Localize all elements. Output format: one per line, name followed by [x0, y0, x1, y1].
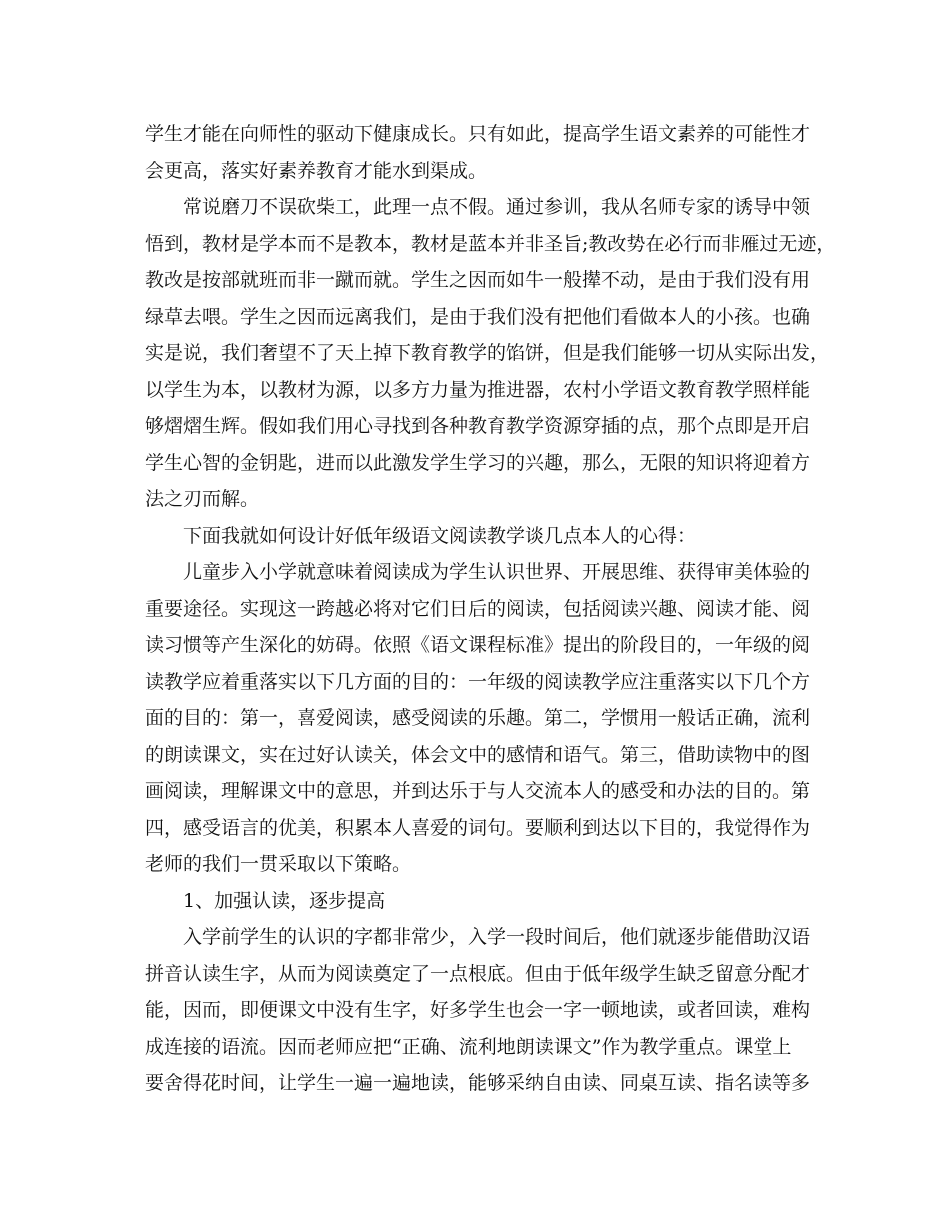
section-heading: 1、加强认读，逐步提高: [183, 889, 386, 912]
text-line: 够熠熠生辉。假如我们用心寻找到各种教育教学资源穿插的点，那个点即是开启: [145, 415, 811, 437]
text-line: 的朗读课文，实在过好认读关，体会文中的感情和语气。第三，借助读物中的图: [145, 743, 811, 766]
text-line: 学生才能在向师性的驱动下健康成长。只有如此，提高学生语文素养的可能性才: [145, 123, 811, 145]
text-line: 能，因而，即便课文中没有生字，好多学生也会一字一顿地读，或者回读，难构: [145, 999, 811, 1021]
text-line: 画阅读，理解课文中的意思，并到达乐于与人交流本人的感受和办法的目的。第: [145, 780, 811, 802]
text-line: 读教学应着重落实以下几方面的目的：一年级的阅读教学应注重落实以下几个方: [145, 670, 811, 693]
text-line: 实是说，我们奢望不了天上掉下教育教学的馅饼，但是我们能够一切从实际出发，: [145, 342, 830, 364]
document-body: [145, 116, 836, 1102]
text-line: 要舍得花时间，让学生一遍一遍地读，能够采纳自由读、同桌互读、指名读等多: [145, 1072, 811, 1094]
text-line: 四，感受语言的优美，积累本人喜爱的词句。要顺利到达以下目的，我觉得作为: [145, 816, 811, 839]
text-line: 成连接的语流。因而老师应把“正确、流利地朗读课文”作为教学重点。课堂上: [145, 1035, 792, 1058]
text-line: 面的目的：第一，喜爱阅读，感受阅读的乐趣。第二，学惯用一般话正确，流利: [145, 707, 811, 729]
text-line: 绿草去喂。学生之因而远离我们，是由于我们没有把他们看做本人的小孩。也确: [145, 305, 811, 328]
text-line: 老师的我们一贯采取以下策略。: [145, 853, 412, 875]
text-line: 常说磨刀不误砍柴工，此理一点不假。通过参训，我从名师专家的诱导中领: [183, 196, 811, 218]
text-line: 以学生为本，以教材为源，以多方力量为推进器，农村小学语文教育教学照样能: [145, 378, 811, 401]
text-line: 悟到，教材是学本而不是教本，教材是蓝本并非圣旨;教改势在必行而非雁过无迹，: [145, 232, 836, 255]
text-line: 会更高，落实好素养教育才能水到渠成。: [145, 159, 488, 182]
text-line: 教改是按部就班而非一蹴而就。学生之因而如牛一般撵不动，是由于我们没有用: [145, 269, 811, 291]
text-line: 法之刃而解。: [145, 488, 260, 510]
text-line: 重要途径。实现这一跨越必将对它们日后的阅读，包括阅读兴趣、阅读才能、阅: [145, 597, 811, 620]
text-line: 下面我就如何设计好低年级语文阅读教学谈几点本人的心得：: [183, 524, 697, 547]
text-line: 读习惯等产生深化的妨碍。依照《语文课程标准》提出的阶段目的，一年级的阅: [145, 634, 811, 656]
text-line: 入学前学生的认识的字都非常少，入学一段时间后，他们就逐步能借助汉语: [183, 926, 811, 948]
text-line: 儿童步入小学就意味着阅读成为学生认识世界、开展思维、获得审美体验的: [183, 561, 811, 583]
text-line: 学生心智的金钥匙，进而以此激发学生学习的兴趣，那么，无限的知识将迎着方: [145, 451, 811, 474]
text-line: 拼音认读生字，从而为阅读奠定了一点根底。但由于低年级学生缺乏留意分配才: [145, 962, 811, 985]
